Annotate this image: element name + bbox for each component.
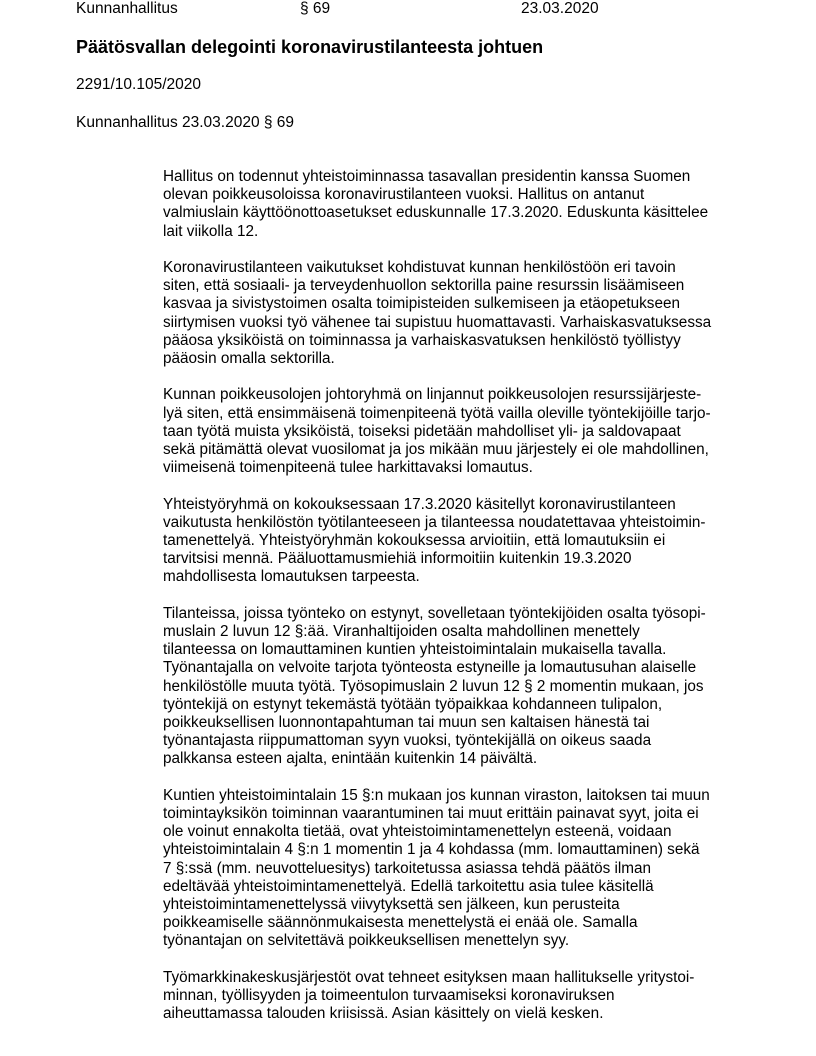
paragraph-line: työntekijä on estynyt tekemästä työtään työpaikkaa kohdanneen tulipalon, <box>163 695 663 713</box>
paragraph-line: mahdollisesta lomautuksen tarpeesta. <box>163 568 420 586</box>
paragraph-line: Hallitus on todennut yhteistoiminnassa tasavallan presidentin kanssa Suomen <box>163 168 691 185</box>
paragraph <box>163 496 743 587</box>
paragraph-line: tarvitsisi mennä. Pääluottamusmiehiä informoitiin kuitenkin 19.3.2020 <box>163 550 632 568</box>
paragraph-line: Työnantajalla on velvoite tarjota työnteosta estyneille ja lomautusuhan alaiselle <box>163 659 697 677</box>
paragraph-line: pääosin omalla sektorilla. <box>163 350 335 368</box>
paragraph-line: Tilanteissa, joissa työnteko on estynyt, sovelletaan työntekijöiden osalta työsopi- <box>163 604 706 622</box>
document-header <box>76 0 776 19</box>
header-date: 23.03.2020 <box>521 0 599 17</box>
paragraph-line: Kunnan poikkeusolojen johtoryhmä on linjannut poikkeusolojen resurssijärjeste- <box>163 386 702 404</box>
header-section: § 69 <box>300 0 331 17</box>
paragraph-line: poikkeuksellisen luonnontapahtuman tai muun sen kaltaisen hänestä tai <box>163 714 650 732</box>
paragraph-line: tamenettelyä. Yhteistyöryhmän kokouksessa arvioitiin, että lomautuksiin ei <box>163 532 666 550</box>
paragraph-line: pääosa yksiköistä on toiminnassa ja varhaiskasvatuksen henkilöstö työllistyy <box>163 331 681 349</box>
paragraph-line: poikkeamiselle säännönmukaisesta menettelystä ei enää ole. Samalla <box>163 914 638 932</box>
paragraph-line: taan työtä muista yksiköistä, toiseksi pidetään mahdolliset yli- ja saldovapaat <box>163 422 681 440</box>
meeting-line: Kunnanhallitus 23.03.2020 § 69 <box>76 114 295 131</box>
paragraph-line: vaikutusta henkilöstön työtilanteeseen ja tilanteessa noudatettavaa yhteistoimin- <box>163 513 706 531</box>
paragraph-line: edeltävää yhteistoimintamenettelyä. Edellä tarkoitettu asia tulee käsitellä <box>163 877 654 895</box>
paragraph-line: ole voinut ennakolta tietää, ovat yhteistoimintamenettelyn esteenä, voidaan <box>163 823 672 841</box>
reference-number: 2291/10.105/2020 <box>76 76 201 93</box>
paragraph <box>163 386 743 477</box>
paragraph-line: Yhteistyöryhmä on kokouksessaan 17.3.2020 käsitellyt koronavirustilanteen <box>163 495 676 513</box>
paragraph-line: palkkansa esteen ajalta, enintään kuitenkin 14 päivältä. <box>163 750 538 768</box>
paragraph-line: Työmarkkinakeskusjärjestöt ovat tehneet esityksen maan hallitukselle yritystoi- <box>163 968 695 986</box>
paragraph-line: sekä pitämättä olevat vuosilomat ja jos mikään muu järjestely ei ole mahdollinen, <box>163 441 709 459</box>
paragraph <box>163 969 743 1024</box>
document-title: Päätösvallan delegointi koronavirustilanteesta johtuen <box>76 37 544 57</box>
paragraph-line: muslain 2 luvun 12 §:ää. Viranhaltijoiden osalta mahdollinen menettely <box>163 623 640 641</box>
paragraph <box>163 168 743 241</box>
paragraph-line: henkilöstölle muuta työtä. Työsopimuslain 2 luvun 12 § 2 momentin mukaan, jos <box>163 677 704 695</box>
paragraph-line: kasvaa ja sivistystoimen osalta toimipisteiden sulkemiseen ja etäopetukseen <box>163 295 680 313</box>
paragraph-line: siirtymisen vuoksi työ vähenee tai supistuu huomattavasti. Varhaiskasvatuksessa <box>163 313 712 331</box>
paragraph-line: yhteistoimintamenettelyssä viivytyksettä sen jälkeen, kun perusteita <box>163 896 620 914</box>
paragraph-line: yhteistoimintalain 4 §:n 1 momentin 1 ja 4 kohdassa (mm. lomauttaminen) sekä <box>163 841 700 859</box>
paragraph-line: viimeisenä toimenpiteenä tulee harkittavaksi lomautus. <box>163 459 533 477</box>
paragraph <box>163 787 743 951</box>
paragraph <box>163 259 743 368</box>
paragraph-line: siten, että sosiaali- ja terveydenhuollon sektorilla paine resurssin lisäämiseen <box>163 277 685 295</box>
document-body <box>163 168 743 1042</box>
paragraph-line: valmiuslain käyttöönottoasetukset eduskunnalle 17.3.2020. Eduskunta käsittelee <box>163 204 709 222</box>
paragraph <box>163 605 743 769</box>
paragraph-line: toimintayksikön toiminnan vaarantuminen tai muut erittäin painavat syyt, joita ei <box>163 805 699 823</box>
paragraph-line: Koronavirustilanteen vaikutukset kohdistuvat kunnan henkilöstöön eri tavoin <box>163 259 676 276</box>
paragraph-line: aiheuttamassa talouden kriisissä. Asian käsittely on vielä kesken. <box>163 1005 604 1023</box>
paragraph-line: työnantajasta riippumattoman syyn vuoksi, työntekijällä on oikeus saada <box>163 732 652 750</box>
paragraph-line: minnan, työllisyyden ja toimeentulon turvaamiseksi koronaviruksen <box>163 987 615 1005</box>
header-organ: Kunnanhallitus <box>76 0 178 17</box>
paragraph-line: lait viikolla 12. <box>163 222 259 240</box>
paragraph-line: olevan poikkeusoloissa koronavirustilanteen vuoksi. Hallitus on antanut <box>163 186 645 204</box>
paragraph-line: Kuntien yhteistoimintalain 15 §:n mukaan jos kunnan viraston, laitoksen tai muun <box>163 786 710 804</box>
paragraph-line: 7 §:ssä (mm. neuvotteluesitys) tarkoitetussa asiassa tehdä päätös ilman <box>163 859 652 877</box>
paragraph-line: tilanteessa on lomauttaminen kuntien yhteistoimintalain mukaisella tavalla. <box>163 641 667 659</box>
paragraph-line: työnantajan on selvitettävä poikkeuksellisen menettelyn syy. <box>163 932 570 950</box>
paragraph-line: lyä siten, että ensimmäisenä toimenpiteenä työtä vailla oleville työntekijöille tarjo- <box>163 404 711 422</box>
